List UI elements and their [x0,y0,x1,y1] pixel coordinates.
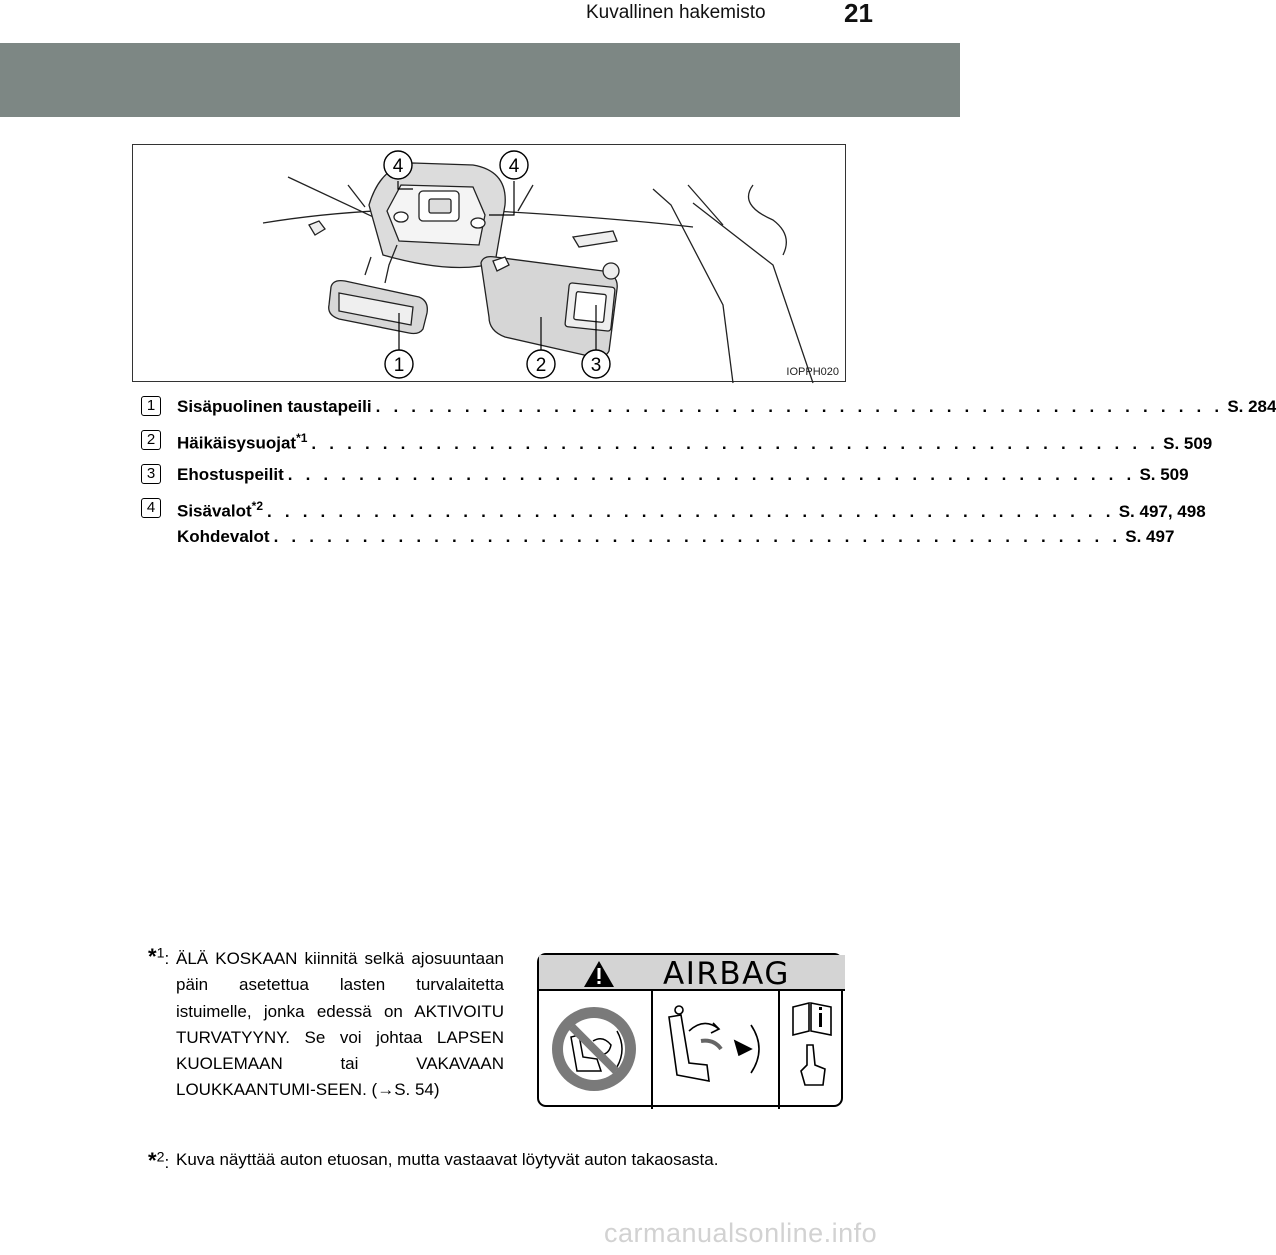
leader-dots: . . . . . . . . . . . . . . . . . . . . . . . . . . . . . . . . . . . . . . . . . . . . . . . . [287,465,1136,484]
read-manual-icon [793,1003,831,1085]
entry-page-ref[interactable]: S. 509 [1163,433,1213,453]
footnote-2-text: Kuva näyttää auton etuosan, mutta vastaavat löytyvät auton takaosasta. [176,1150,719,1169]
entry-label: Ehostuspeilit [177,465,284,484]
index-entry[interactable] [0,428,1213,458]
interior-illustration [132,144,846,382]
entry-label: Sisävalot [177,501,252,521]
index-entry[interactable] [0,394,1276,424]
callout-2: 2 [535,355,547,376]
leader-dots: . . . . . . . . . . . . . . . . . . . . . . . . . . . . . . . . . . . . . . . . . . . . . . . . [273,527,1122,546]
section-title: Kuvallinen hakemisto [586,2,766,23]
page-number: 21 [844,0,873,28]
index-entry[interactable] [0,462,1189,492]
callout-3: 3 [590,355,602,376]
entry-number: 2 [141,430,161,450]
figure-code: IOPPH020 [786,366,839,378]
entry-number: 4 [141,498,161,518]
footnote-2-marker: *$^2$: [148,1148,170,1173]
header-band [0,43,960,117]
footnote-ref: *1 [296,431,308,445]
index-entry[interactable] [0,496,1206,526]
callout-4a: 4 [392,156,404,177]
airbag-word: AIRBAG [663,956,790,992]
leader-dots: . . . . . . . . . . . . . . . . . . . . . . . . . . . . . . . . . . . . . . . . . . . . . . . . [311,433,1160,453]
roof-console-drawing [133,145,847,383]
no-rear-facing-seat-icon [552,1007,636,1091]
entry-page-ref[interactable]: S. 497 [1125,527,1175,546]
footnote-1-text: ÄLÄ KOSKAAN kiinnitä selkä ajosuuntaan päin asetettua lasten turvalaitetta istuimelle, jonka edessä on AKTIVOITU TURVATYYNY. Se voi johtaa LAPSEN KUOLEMAAN tai VAKAVAAN LOUKKAANTUMI-SEEN. (→S. 54) [176,949,504,1100]
entry-label: Kohdevalot [177,527,270,546]
callout-1: 1 [393,355,405,376]
index-entry[interactable] [0,524,1175,554]
entry-label: Häikäisysuojat [177,433,297,453]
entry-number: 1 [141,396,161,416]
footnote-ref: *2 [251,499,263,513]
watermark: carmanualsonline.info [604,1218,878,1248]
leader-dots: . . . . . . . . . . . . . . . . . . . . . . . . . . . . . . . . . . . . . . . . . . . . . . . . [267,501,1115,521]
seat-rotation-icon [669,1006,759,1081]
leader-dots: . . . . . . . . . . . . . . . . . . . . . . . . . . . . . . . . . . . . . . . . . . . . . . . . [375,397,1224,416]
entry-label: Sisäpuolinen taustapeili [177,397,372,416]
entry-page-ref[interactable]: S. 284 [1227,397,1276,416]
footnote-1-marker: *$^1$: [148,944,170,969]
entry-page-ref[interactable]: S. 509 [1139,465,1189,484]
callout-4b: 4 [508,156,520,177]
entry-page-ref[interactable]: S. 497, 498 [1118,501,1206,521]
airbag-warning-label [537,953,843,1107]
entry-number: 3 [141,464,161,484]
